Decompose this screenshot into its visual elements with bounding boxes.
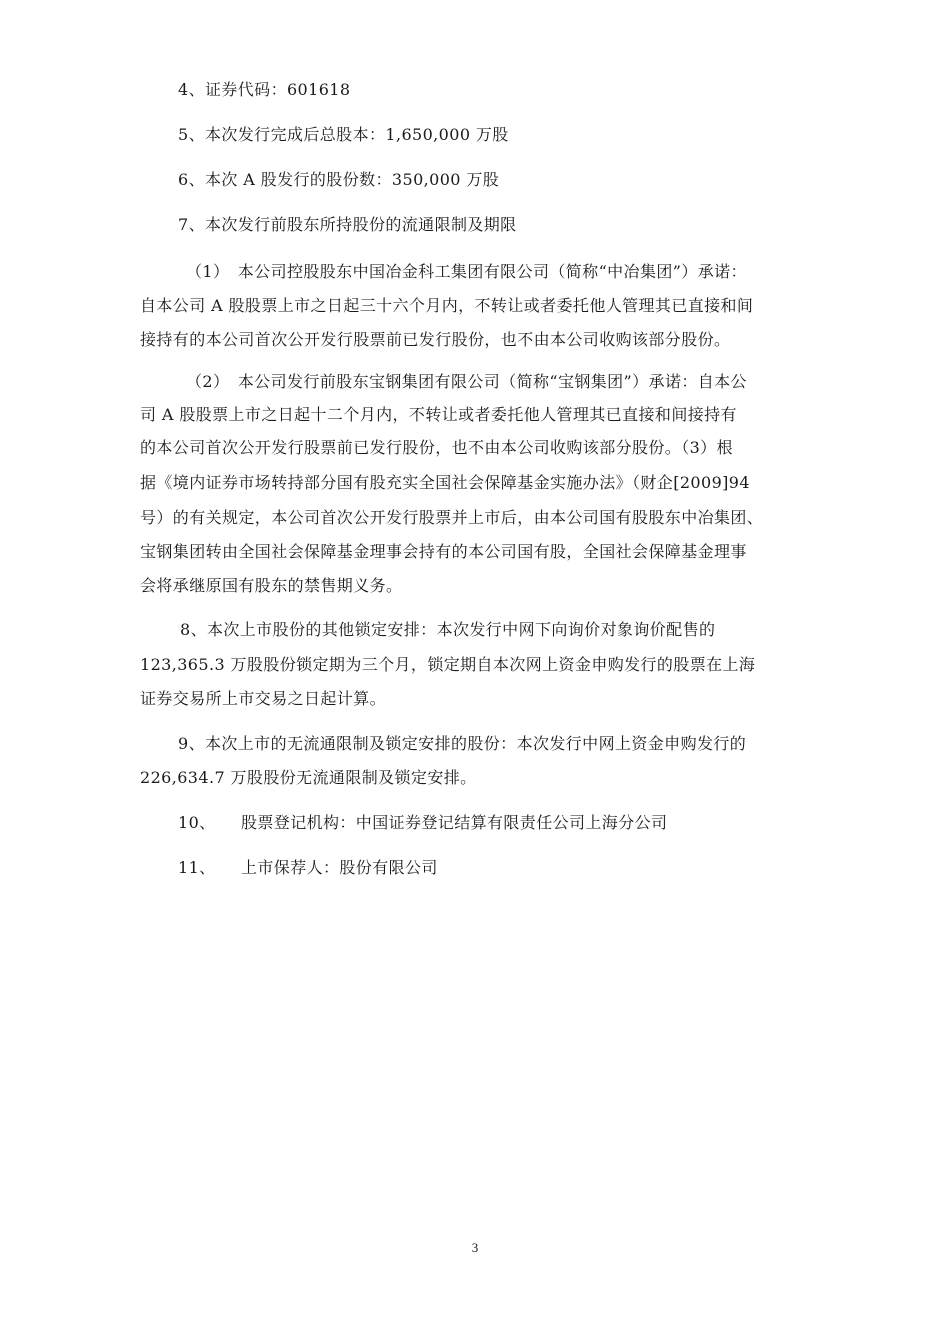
item-7-1-line-2: 自本公司 A 股股票上市之日起三十六个月内，不转让或者委托他人管理其已直接和间: [140, 296, 754, 315]
item-7-2-line-3: 的本公司首次公开发行股票前已发行股份，也不由本公司收购该部分股份。（3）根: [140, 438, 733, 457]
item-7-2-line-6: 宝钢集团转由全国社会保障基金理事会持有的本公司国有股，全国社会保障基金理事: [140, 542, 747, 561]
page-number: 3: [471, 1240, 479, 1255]
item-9-line-1: 9、本次上市的无流通限制及锁定安排的股份：本次发行中网上资金申购发行的: [178, 734, 747, 753]
item-7-2-line-1: （2） 本公司发行前股东宝钢集团有限公司（简称“宝钢集团”）承诺：自本公: [186, 372, 747, 391]
item-11-number: 11、: [178, 858, 216, 877]
item-4-securities-code: 4、证券代码：601618: [178, 80, 351, 99]
item-7-2-line-2: 司 A 股股票上市之日起十二个月内，不转让或者委托他人管理其已直接和间接持有: [140, 405, 737, 424]
item-11-sponsor: 上市保荐人：股份有限公司: [241, 858, 438, 877]
item-8-line-1: 8、本次上市股份的其他锁定安排：本次发行中网下向询价对象询价配售的: [180, 620, 716, 639]
item-10-registration-agency: 股票登记机构：中国证券登记结算有限责任公司上海分公司: [241, 813, 668, 832]
item-10-number: 10、: [178, 813, 216, 832]
item-7-1-line-3: 接持有的本公司首次公开发行股票前已发行股份，也不由本公司收购该部分股份。: [140, 330, 731, 349]
item-7-2-line-7: 会将承继原国有股东的禁售期义务。: [140, 576, 403, 595]
item-5-total-share-capital: 5、本次发行完成后总股本：1,650,000 万股: [178, 125, 509, 144]
item-7-2-line-5: 号）的有关规定，本公司首次公开发行股票并上市后，由本公司国有股股东中冶集团、: [140, 508, 764, 527]
item-7-2-line-4: 据《境内证券市场转持部分国有股充实全国社会保障基金实施办法》（财企[2009]94: [140, 473, 750, 492]
item-8-line-3: 证券交易所上市交易之日起计算。: [140, 689, 387, 708]
item-6-shares-issued: 6、本次 A 股发行的股份数：350,000 万股: [178, 170, 500, 189]
item-7-1-line-1: （1） 本公司控股股东中国冶金科工集团有限公司（简称“中冶集团”）承诺：: [186, 262, 747, 281]
item-9-line-2: 226,634.7 万股股份无流通限制及锁定安排。: [140, 768, 477, 787]
item-8-line-2: 123,365.3 万股股份锁定期为三个月，锁定期自本次网上资金申购发行的股票在上海: [140, 655, 756, 674]
item-7-heading: 7、本次发行前股东所持股份的流通限制及期限: [178, 215, 517, 234]
